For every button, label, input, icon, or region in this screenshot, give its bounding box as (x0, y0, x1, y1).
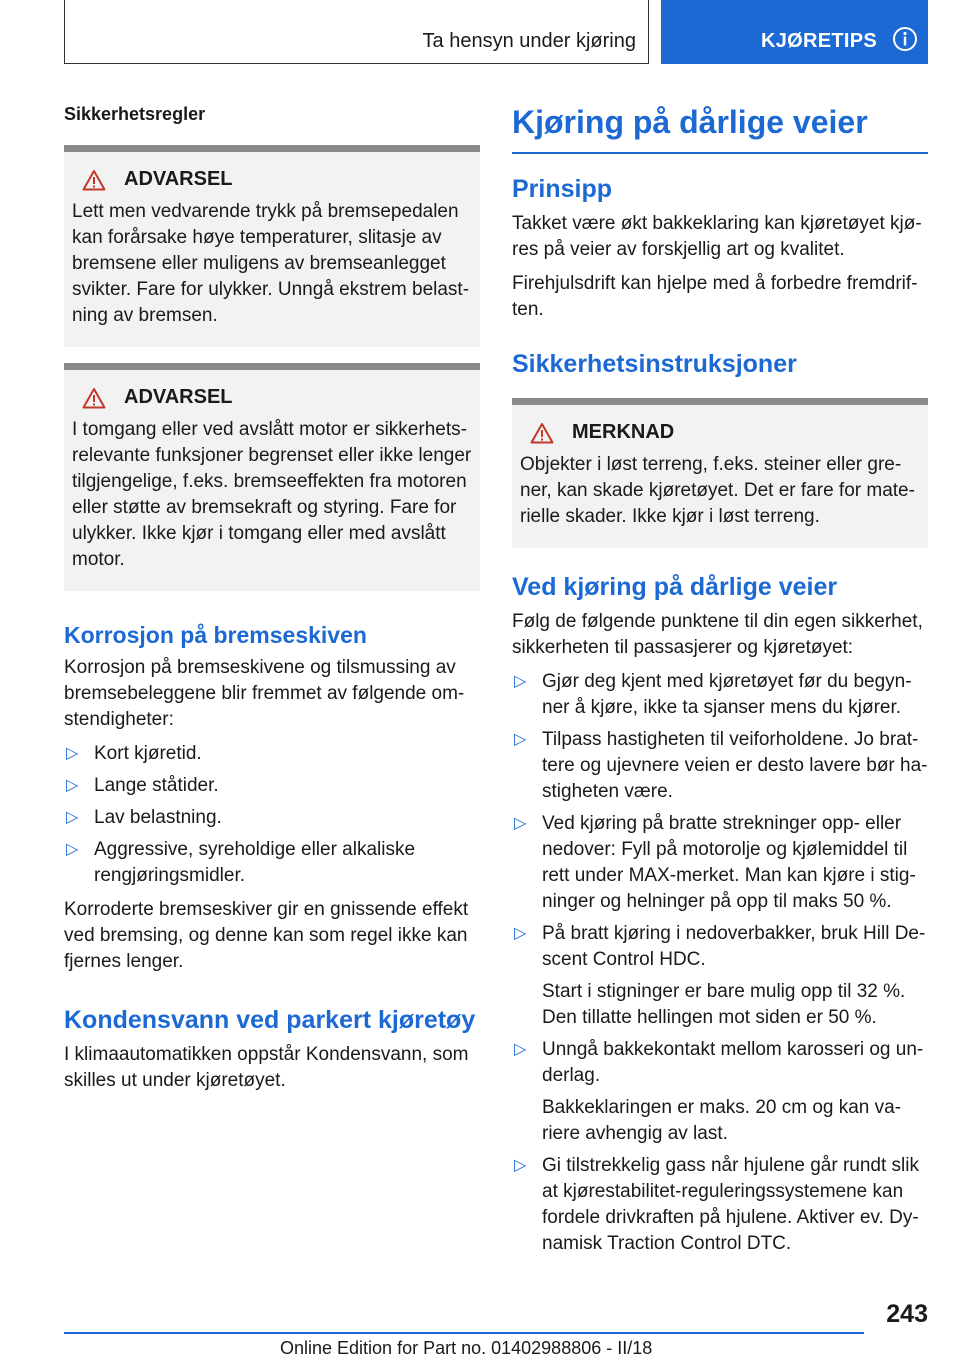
bad-roads-heading: Ved kjøring på dårlige veier (512, 573, 838, 601)
warning-text: Lett men vedvarende trykk på bremsepedalen kan forårsake høye temperaturer, slitasje av bremsene eller muligens av bremseanlegget svikter. Fare for ulykker. Unngå ekstrem belastning av bremsen. (72, 201, 470, 326)
chapter-title: KJØRETIPS (761, 30, 878, 52)
list-item: ▷ Ved kjøring på bratte strekninger opp- eller nedover: Fyll på motorolje og kjølemiddel til rett under MAX-merket. Man kan kjøre i stigninger og helninger på opp til maks 50 %. (514, 813, 916, 912)
warning-label: ADVARSEL (124, 168, 233, 190)
warning-label: ADVARSEL (124, 386, 233, 408)
left-column (64, 96, 480, 1102)
info-circle-icon (892, 26, 918, 52)
triangle-bullet-icon: ▷ (514, 925, 527, 942)
list-item: ▷ Tilpass hastigheten til veiforholdene. Jo brattere og ujevnere veien er desto lavere bør hastigheten være. (514, 729, 928, 802)
triangle-bullet-icon: ▷ (514, 1041, 527, 1058)
section-tab (64, 0, 649, 64)
bad-roads-intro: Følg de følgende punktene til din egen sikkerhet, sikkerheten til passasjerer og kjøretøyet: (512, 611, 923, 658)
footer-rule (64, 1332, 864, 1334)
list-item: ▷ Kort kjøretid. (64, 741, 480, 767)
corrosion-intro: Korrosjon på bremseskivene og tilsmussing av bremsebeleggene blir fremmet av følgende omstendigheter: (64, 657, 465, 730)
list-item: ▷ Gjør deg kjent med kjøretøyet før du begynner å kjøre, ikke ta sjanser mens du kjører. (514, 671, 912, 718)
warning-text: I tomgang eller ved avslått motor er sikkerhetsrelevante funksjoner begrenset eller ikke lenger tilgjengelige, f.eks. bremseeffekten fra motoren eller støtte av bremsekraft og styring. Fare for ulykker. Ikke kjør i tomgang eller med avslått motor. (72, 419, 472, 570)
bad-roads-list (512, 669, 928, 1257)
chapter-heading: Kjøring på dårlige veier (512, 102, 928, 154)
principle-heading: Prinsipp (512, 175, 613, 203)
corrosion-heading: Korrosjon på bremseskiven (64, 622, 367, 648)
list-item: ▷ Gi tilstrekkelig gass når hjulene går rundt slik at kjørestabilitet-reguleringssystemene kan fordele drivkraften på hjulene. Aktiver ev. Dynamisk Traction Control DTC. (514, 1155, 920, 1254)
warning-triangle-icon (82, 387, 106, 409)
warning-box (64, 363, 480, 591)
edition-note: Online Edition for Part no. 01402988806 - II/18 (280, 1338, 653, 1358)
warning-triangle-icon (82, 169, 106, 191)
triangle-bullet-icon: ▷ (66, 745, 79, 762)
chapter-tab (661, 0, 928, 64)
notice-text: Objekter i løst terreng, f.eks. steiner eller grener, kan skade kjøretøyet. Det er fare for materielle skader. Ikke kjør i løst terreng. (520, 454, 915, 527)
right-column (512, 96, 928, 1265)
condensation-heading: Kondensvann ved parkert kjøretøy (64, 1006, 476, 1034)
triangle-bullet-icon: ▷ (66, 809, 79, 826)
triangle-bullet-icon: ▷ (514, 1157, 527, 1174)
corrosion-list (64, 741, 480, 889)
safety-rules-heading: Sikkerhetsregler (64, 104, 206, 124)
triangle-bullet-icon: ▷ (66, 777, 79, 794)
list-item: ▷ Lav belastning. (64, 805, 480, 831)
page-number: 243 (886, 1300, 928, 1328)
warning-triangle-icon (530, 422, 554, 444)
triangle-bullet-icon: ▷ (514, 731, 527, 748)
list-item: ▷ Aggressive, syreholdige eller alkaliske rengjøringsmidler. (66, 839, 416, 886)
notice-box (512, 398, 928, 548)
triangle-bullet-icon: ▷ (66, 841, 79, 858)
list-item: ▷ På bratt kjøring i nedoverbakker, bruk Hill Descent Control HDC. Start i stigninger er bare mulig opp til 32 %. Den tillatte hellingen mot siden er 50 %. (514, 923, 926, 1028)
triangle-bullet-icon: ▷ (514, 815, 527, 832)
warning-box (64, 145, 480, 347)
condensation-text: I klimaautomatikken oppstår Kondensvann, som skilles ut under kjøretøyet. (64, 1044, 469, 1091)
notice-label: MERKNAD (572, 421, 675, 443)
list-item: ▷ Unngå bakkekontakt mellom karosseri og underlag. Bakkeklaringen er maks. 20 cm og kan variere avhengig av last. (514, 1039, 924, 1144)
triangle-bullet-icon: ▷ (514, 673, 527, 690)
section-title: Ta hensyn under kjøring (422, 30, 636, 52)
page-header (64, 0, 928, 66)
list-item: ▷ Lange ståtider. (64, 773, 480, 799)
principle-text-1: Takket være økt bakkeklaring kan kjøretøyet kjøres på veier av forskjellig art og kvalitet. (512, 213, 922, 260)
corrosion-outro: Korroderte bremseskiver gir en gnissende effekt ved bremsing, og denne kan som regel ikke kan fjernes lenger. (64, 899, 469, 972)
safety-instructions-heading: Sikkerhetsinstruksjoner (512, 350, 797, 378)
principle-text-2: Firehjulsdrift kan hjelpe med å forbedre fremdriften. (512, 273, 918, 320)
